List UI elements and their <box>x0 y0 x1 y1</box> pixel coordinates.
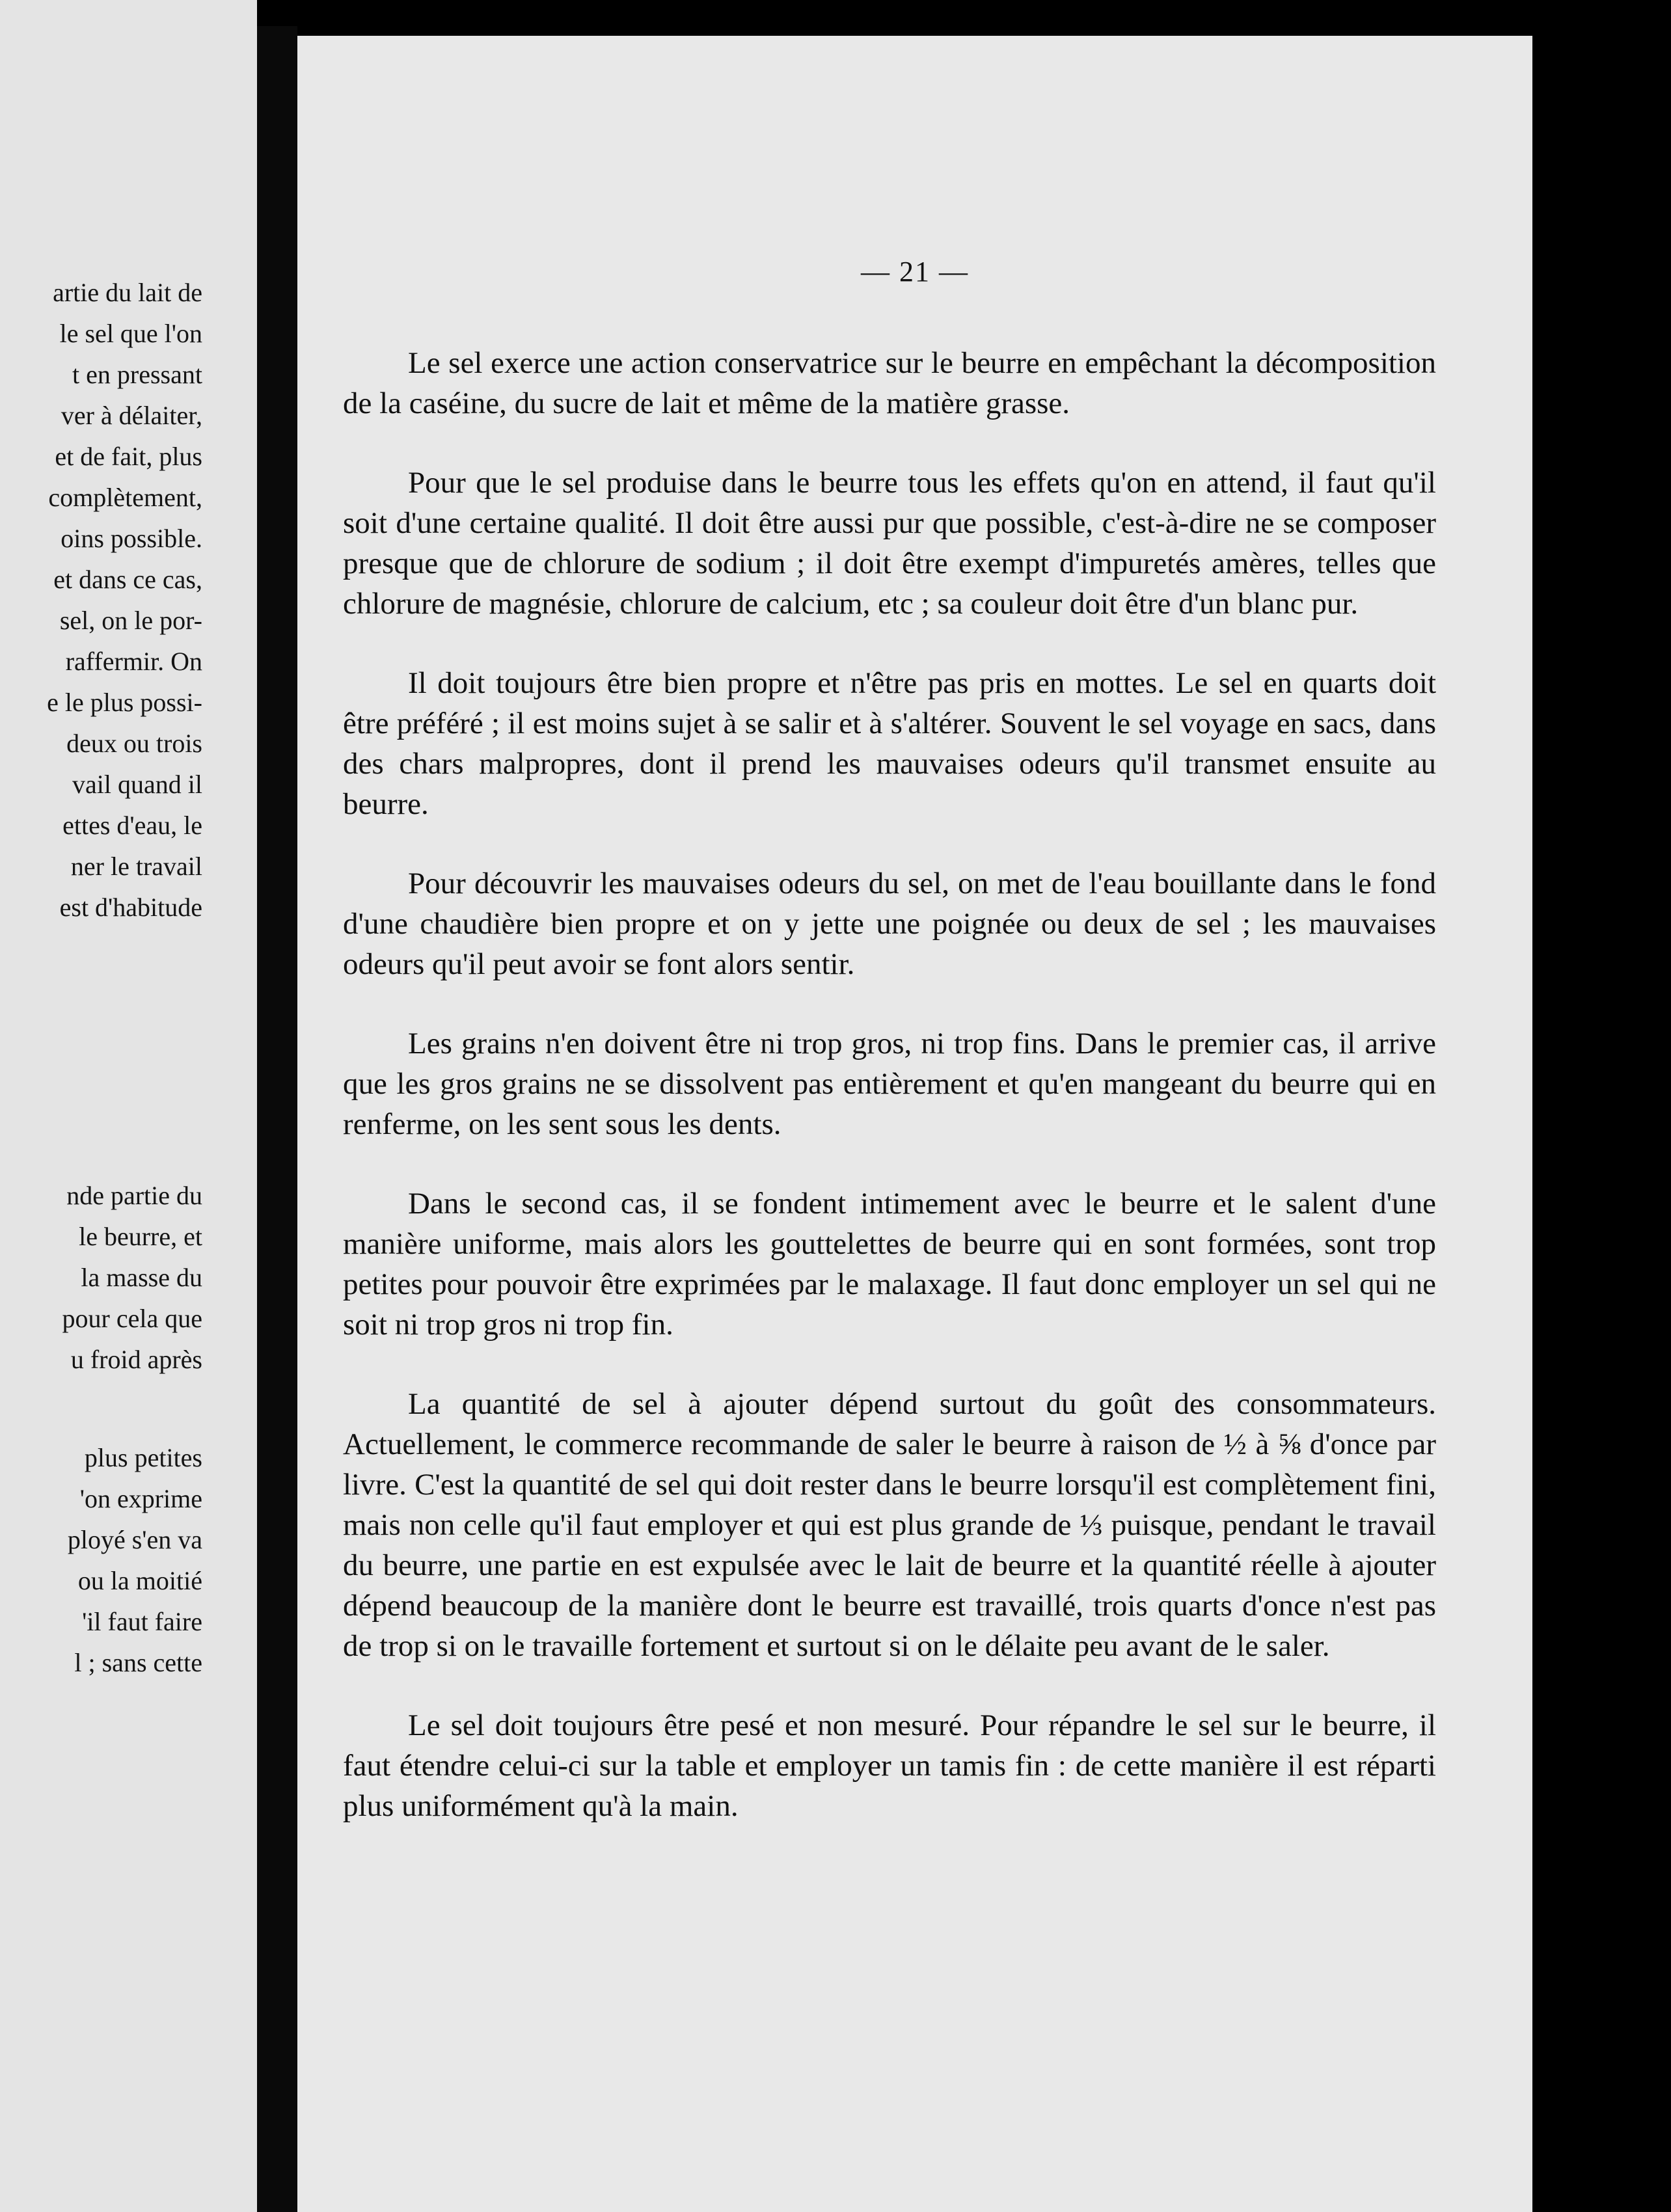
paragraph: Les grains n'en doivent être ni trop gros, ni trop fins. Dans le premier cas, il arrive que les gros grains ne se dissolvent pas entièrement et qu'en mangeant du beurre qui en renferme, on les sent sous les dents. <box>343 1027 1436 1141</box>
left-line: pour cela que <box>62 1304 202 1333</box>
left-line: le sel que l'on <box>59 319 202 348</box>
left-line: la masse du <box>81 1263 202 1292</box>
paragraph: Dans le second cas, il se fondent intimement avec le beurre et le salent d'une manière uniforme, mais alors les gouttelettes de beurre qui en sont formées, sont trop petites pour pouvoir être exprimées par le malaxage. Il faut donc employer un sel qui ne soit ni trop gros ni trop fin. <box>343 1187 1436 1342</box>
left-line: et de fait, plus <box>55 442 202 471</box>
left-page <box>0 0 257 2212</box>
left-line: deux ou trois <box>66 729 202 758</box>
left-line: raffermir. On <box>65 647 202 676</box>
paragraph: La quantité de sel à ajouter dépend surtout du goût des consommateurs. Actuellement, le commerce recommande de saler le beurre à raison de ½ à ⅝ d'once par livre. C'est la quantité de sel qui doit rester dans le beurre lorsqu'il est complètement fini, mais non celle qu'il faut employer et qui est plus grande de ⅓ puisque, pendant le travail du beurre, une partie en est expulsée avec le lait de beurre et la quantité réelle à ajouter dépend beaucoup de la manière dont le beurre est travaillé, trois quarts d'once n'est pas de trop si on le travaille fortement et surtout si on le délaite peu avant de le saler. <box>343 1387 1436 1663</box>
page-gutter <box>257 26 297 2212</box>
left-line: 'on exprime <box>79 1484 202 1513</box>
left-line: plus petites <box>84 1443 202 1472</box>
left-line: u froid après <box>70 1345 202 1374</box>
left-line: t en pressant <box>72 360 202 389</box>
left-line: le beurre, et <box>79 1222 202 1251</box>
left-line: ettes d'eau, le <box>62 811 202 840</box>
paragraph: Le sel exerce une action conservatrice sur le beurre en empêchant la décomposition de la caséine, du sucre de lait et même de la matière grasse. <box>343 346 1436 420</box>
left-line: est d'habitude <box>59 893 202 922</box>
left-line: ver à délaiter, <box>61 401 202 430</box>
paragraph: Pour que le sel produise dans le beurre tous les effets qu'on en attend, il faut qu'il soit d'une certaine qualité. Il doit être aussi pur que possible, c'est-à-dire ne se composer presque que de chlorure de sodium ; il doit être exempt d'impuretés amères, telles que chlorure de magnésie, chlorure de calcium, etc ; sa couleur doit être d'un blanc pur. <box>343 466 1436 621</box>
left-line: complètement, <box>48 483 202 512</box>
left-line: nde partie du <box>66 1181 202 1210</box>
left-line: l ; sans cette <box>74 1648 202 1677</box>
paragraph: Pour découvrir les mauvaises odeurs du sel, on met de l'eau bouillante dans le fond d'une chaudière bien propre et on y jette une poignée ou deux de sel ; les mauvaises odeurs qu'il peut avoir se font alors sentir. <box>343 867 1436 981</box>
left-gap <box>47 928 202 1175</box>
page-body <box>343 343 1436 1826</box>
page-number: — 21 — <box>861 256 969 288</box>
left-line: 'il faut faire <box>82 1607 202 1636</box>
left-line: vail quand il <box>72 770 202 799</box>
left-line: artie du lait de <box>53 278 202 307</box>
left-line: ployé s'en va <box>67 1525 202 1554</box>
scan-border <box>1532 0 1671 2212</box>
left-line: ner le travail <box>70 852 202 881</box>
paragraph: Il doit toujours être bien propre et n'être pas pris en mottes. Le sel en quarts doit être préféré ; il est moins sujet à se salir et à s'altérer. Souvent le sel voyage en sacs, dans des chars malpropres, dont il prend les mauvaises odeurs qu'il transmet ensuite au beurre. <box>343 666 1436 821</box>
left-page-text <box>47 272 202 1683</box>
left-gap <box>47 1380 202 1437</box>
paragraph: Le sel doit toujours être pesé et non mesuré. Pour répandre le sel sur le beurre, il faut étendre celui-ci sur la table et employer un tamis fin : de cette manière il est réparti plus uniformément qu'à la main. <box>343 1708 1436 1823</box>
right-page <box>297 36 1532 2212</box>
left-line: sel, on le por- <box>59 606 202 635</box>
left-line: e le plus possi- <box>47 688 202 717</box>
left-line: et dans ce cas, <box>53 565 202 594</box>
left-line: oins possible. <box>61 524 202 553</box>
left-line: ou la moitié <box>77 1566 202 1595</box>
